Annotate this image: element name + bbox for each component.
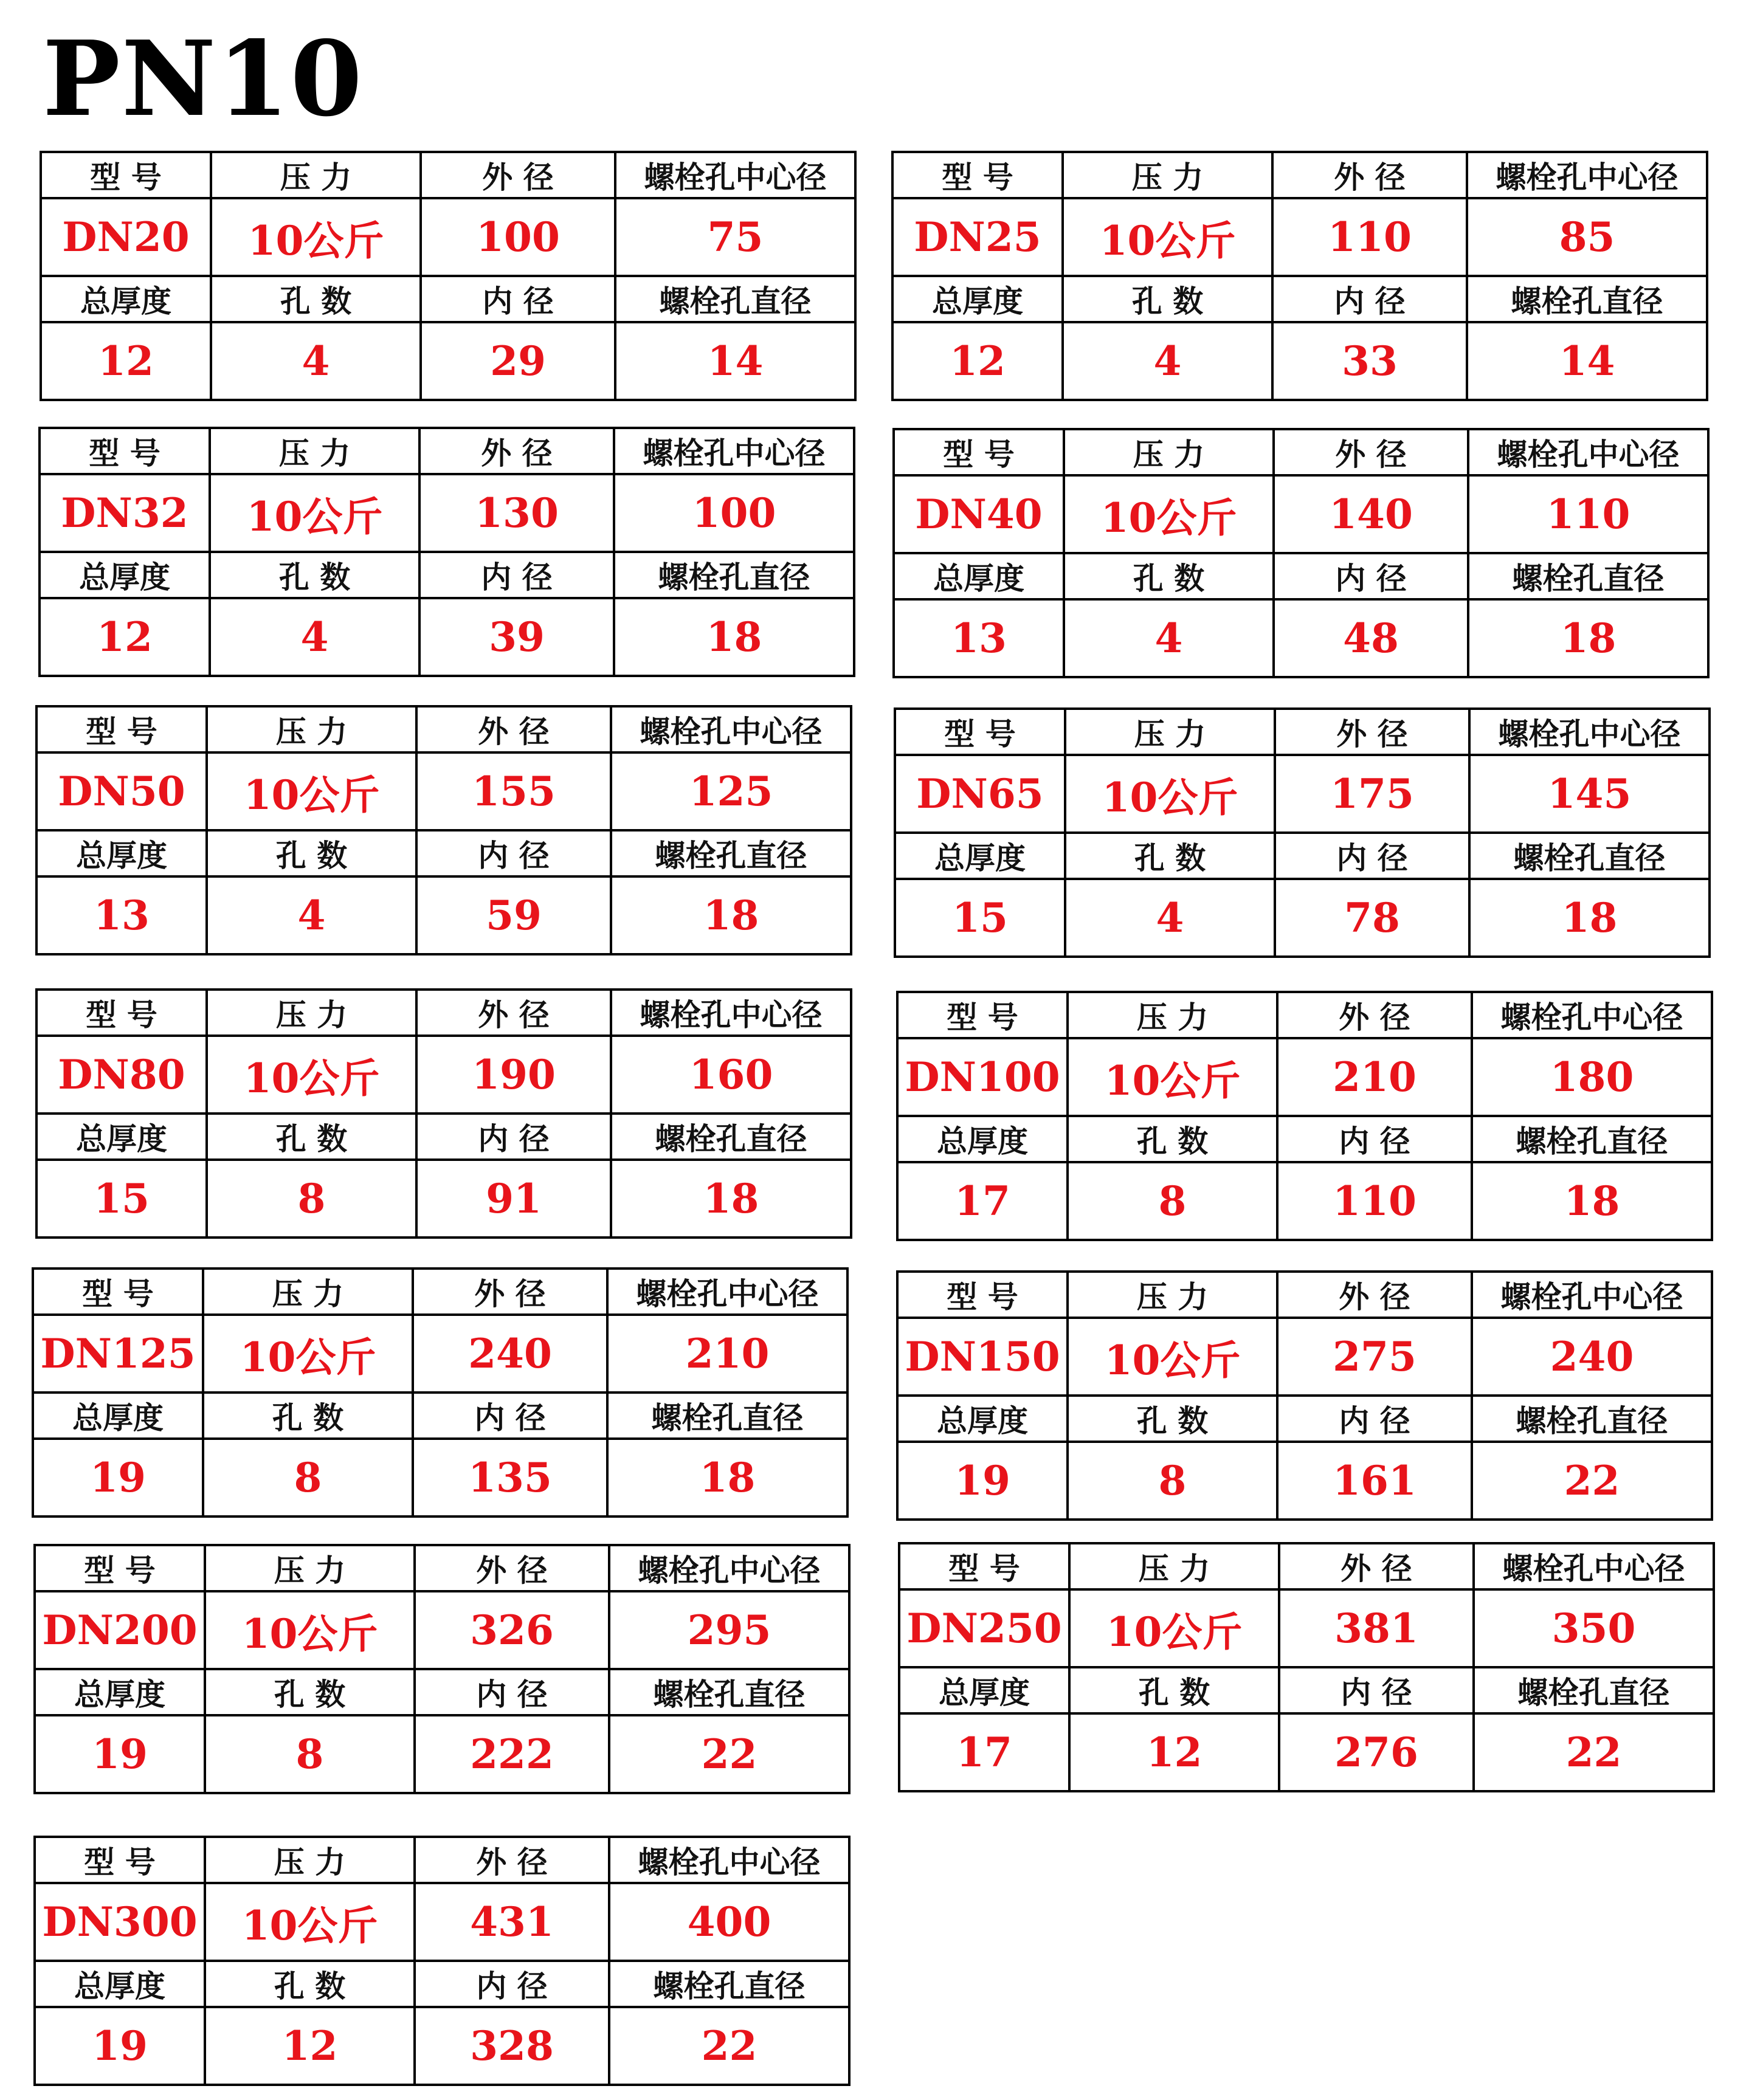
outer-diameter-label: 外 径 [1274, 429, 1468, 475]
thickness-value: 12 [892, 322, 1063, 400]
model-value: DN200 [35, 1591, 205, 1669]
bolt-circle-value: 240 [1472, 1318, 1712, 1396]
flange-spec-table [38, 427, 855, 677]
model-label: 型 号 [36, 990, 207, 1036]
holes-label: 孔 数 [205, 1669, 415, 1715]
model-label: 型 号 [894, 429, 1064, 475]
value-row [895, 879, 1710, 957]
flange-spec-table [33, 1836, 851, 2086]
bolt-circle-value: 295 [609, 1591, 849, 1669]
thickness-value: 19 [897, 1442, 1068, 1520]
pressure-label: 压 力 [1068, 992, 1277, 1038]
inner-diameter-label: 内 径 [416, 1114, 611, 1160]
inner-diameter-label: 内 径 [415, 1669, 609, 1715]
bolt-circle-label: 螺栓孔中心径 [607, 1269, 847, 1315]
header-row [897, 1396, 1712, 1442]
header-row [35, 1669, 849, 1715]
flange-spec-table [35, 988, 852, 1239]
thickness-label: 总厚度 [894, 553, 1064, 599]
holes-value: 4 [207, 876, 416, 954]
thickness-value: 13 [36, 876, 207, 954]
bolt-circle-value: 210 [607, 1315, 847, 1393]
holes-label: 孔 数 [1065, 833, 1275, 879]
header-row [895, 833, 1710, 879]
inner-diameter-value: 59 [416, 876, 611, 954]
thickness-value: 15 [36, 1160, 207, 1238]
pressure-value: 10公斤 [205, 1591, 415, 1669]
value-row [35, 2007, 849, 2085]
header-row [36, 830, 851, 876]
thickness-value: 12 [40, 598, 210, 676]
header-row [41, 152, 855, 198]
inner-diameter-value: 78 [1275, 879, 1469, 957]
inner-diameter-label: 内 径 [419, 552, 614, 598]
header-row [894, 429, 1708, 475]
bolt-hole-label: 螺栓孔直径 [1467, 276, 1707, 322]
thickness-value: 15 [895, 879, 1065, 957]
inner-diameter-value: 161 [1277, 1442, 1472, 1520]
header-row [33, 1269, 847, 1315]
bolt-hole-label: 螺栓孔直径 [1468, 553, 1708, 599]
holes-label: 孔 数 [207, 1114, 416, 1160]
thickness-value: 19 [35, 1715, 205, 1793]
pressure-value: 10公斤 [1064, 475, 1274, 553]
header-row [897, 1272, 1712, 1318]
thickness-label: 总厚度 [895, 833, 1065, 879]
outer-diameter-label: 外 径 [419, 428, 614, 474]
bolt-hole-label: 螺栓孔直径 [607, 1393, 847, 1439]
bolt-hole-value: 18 [1472, 1162, 1712, 1240]
flange-spec-table [892, 428, 1710, 678]
outer-diameter-value: 275 [1277, 1318, 1472, 1396]
pressure-value: 10公斤 [205, 1883, 415, 1961]
flange-spec-table [33, 1544, 851, 1794]
thickness-label: 总厚度 [897, 1396, 1068, 1442]
value-row [892, 198, 1707, 276]
bolt-circle-label: 螺栓孔中心径 [1469, 709, 1710, 755]
outer-diameter-value: 381 [1279, 1589, 1474, 1667]
inner-diameter-label: 内 径 [1277, 1396, 1472, 1442]
outer-diameter-label: 外 径 [1277, 992, 1472, 1038]
bolt-hole-label: 螺栓孔直径 [614, 552, 854, 598]
pressure-value: 10公斤 [1068, 1038, 1277, 1116]
inner-diameter-value: 276 [1279, 1713, 1474, 1791]
header-row [40, 552, 854, 598]
bolt-hole-label: 螺栓孔直径 [1474, 1667, 1714, 1713]
bolt-circle-label: 螺栓孔中心径 [609, 1545, 849, 1591]
pressure-label: 压 力 [205, 1545, 415, 1591]
pressure-value: 10公斤 [1063, 198, 1272, 276]
holes-label: 孔 数 [205, 1961, 415, 2007]
inner-diameter-value: 110 [1277, 1162, 1472, 1240]
bolt-hole-label: 螺栓孔直径 [1472, 1396, 1712, 1442]
bolt-circle-label: 螺栓孔中心径 [1467, 152, 1707, 198]
holes-value: 4 [1063, 322, 1272, 400]
model-value: DN25 [892, 198, 1063, 276]
outer-diameter-value: 175 [1275, 755, 1469, 833]
header-row [36, 706, 851, 752]
bolt-hole-label: 螺栓孔直径 [611, 1114, 851, 1160]
header-row [892, 276, 1707, 322]
thickness-label: 总厚度 [36, 1114, 207, 1160]
bolt-hole-value: 18 [1468, 599, 1708, 677]
outer-diameter-label: 外 径 [415, 1837, 609, 1883]
outer-diameter-value: 431 [415, 1883, 609, 1961]
bolt-hole-value: 22 [1472, 1442, 1712, 1520]
header-row [894, 553, 1708, 599]
value-row [40, 474, 854, 552]
flange-spec-table [894, 707, 1711, 958]
pressure-value: 10公斤 [211, 198, 421, 276]
flange-spec-table [896, 1270, 1713, 1521]
header-row [892, 152, 1707, 198]
holes-value: 8 [205, 1715, 415, 1793]
model-label: 型 号 [33, 1269, 203, 1315]
inner-diameter-label: 内 径 [1277, 1116, 1472, 1162]
flange-spec-table [40, 151, 857, 401]
pressure-value: 10公斤 [1068, 1318, 1277, 1396]
value-row [892, 322, 1707, 400]
thickness-label: 总厚度 [36, 830, 207, 876]
holes-label: 孔 数 [210, 552, 419, 598]
model-label: 型 号 [897, 992, 1068, 1038]
value-row [36, 876, 851, 954]
pressure-value: 10公斤 [1069, 1589, 1279, 1667]
header-row [35, 1837, 849, 1883]
holes-label: 孔 数 [1064, 553, 1274, 599]
bolt-circle-value: 100 [614, 474, 854, 552]
thickness-label: 总厚度 [35, 1961, 205, 2007]
value-row [897, 1442, 1712, 1520]
holes-value: 4 [1065, 879, 1275, 957]
bolt-circle-value: 180 [1472, 1038, 1712, 1116]
value-row [35, 1883, 849, 1961]
value-row [899, 1713, 1714, 1791]
pressure-value: 10公斤 [207, 752, 416, 830]
bolt-circle-value: 85 [1467, 198, 1707, 276]
thickness-value: 19 [33, 1439, 203, 1516]
holes-value: 8 [1068, 1442, 1277, 1520]
bolt-hole-label: 螺栓孔直径 [615, 276, 855, 322]
thickness-value: 17 [897, 1162, 1068, 1240]
thickness-label: 总厚度 [35, 1669, 205, 1715]
inner-diameter-value: 135 [413, 1439, 607, 1516]
inner-diameter-label: 内 径 [1275, 833, 1469, 879]
model-value: DN40 [894, 475, 1064, 553]
model-label: 型 号 [36, 706, 207, 752]
holes-label: 孔 数 [203, 1393, 413, 1439]
holes-value: 4 [1064, 599, 1274, 677]
model-label: 型 号 [35, 1837, 205, 1883]
bolt-circle-label: 螺栓孔中心径 [611, 706, 851, 752]
model-label: 型 号 [41, 152, 211, 198]
inner-diameter-value: 222 [415, 1715, 609, 1793]
value-row [895, 755, 1710, 833]
inner-diameter-value: 328 [415, 2007, 609, 2085]
flange-spec-table [891, 151, 1708, 401]
inner-diameter-label: 内 径 [416, 830, 611, 876]
model-value: DN20 [41, 198, 211, 276]
thickness-label: 总厚度 [897, 1116, 1068, 1162]
value-row [33, 1439, 847, 1516]
holes-label: 孔 数 [1063, 276, 1272, 322]
page-title: PN10 [43, 18, 364, 140]
value-row [41, 322, 855, 400]
value-row [35, 1715, 849, 1793]
value-row [40, 598, 854, 676]
pressure-label: 压 力 [205, 1837, 415, 1883]
model-value: DN100 [897, 1038, 1068, 1116]
header-row [897, 1116, 1712, 1162]
thickness-label: 总厚度 [892, 276, 1063, 322]
holes-label: 孔 数 [1069, 1667, 1279, 1713]
inner-diameter-value: 33 [1272, 322, 1467, 400]
model-label: 型 号 [40, 428, 210, 474]
outer-diameter-value: 140 [1274, 475, 1468, 553]
header-row [899, 1667, 1714, 1713]
thickness-label: 总厚度 [899, 1667, 1069, 1713]
inner-diameter-value: 48 [1274, 599, 1468, 677]
header-row [899, 1543, 1714, 1589]
bolt-circle-label: 螺栓孔中心径 [614, 428, 854, 474]
flange-spec-table [35, 705, 852, 955]
bolt-hole-value: 22 [609, 1715, 849, 1793]
value-row [36, 1160, 851, 1238]
bolt-circle-value: 125 [611, 752, 851, 830]
flange-spec-table [32, 1267, 849, 1518]
pressure-label: 压 力 [207, 706, 416, 752]
outer-diameter-value: 110 [1272, 198, 1467, 276]
bolt-hole-value: 22 [1474, 1713, 1714, 1791]
flange-spec-table [896, 991, 1713, 1241]
outer-diameter-label: 外 径 [1279, 1543, 1474, 1589]
model-value: DN250 [899, 1589, 1069, 1667]
bolt-hole-value: 18 [1469, 879, 1710, 957]
thickness-value: 12 [41, 322, 211, 400]
model-value: DN80 [36, 1036, 207, 1114]
outer-diameter-label: 外 径 [415, 1545, 609, 1591]
value-row [897, 1162, 1712, 1240]
model-value: DN125 [33, 1315, 203, 1393]
model-label: 型 号 [892, 152, 1063, 198]
value-row [36, 1036, 851, 1114]
bolt-hole-label: 螺栓孔直径 [609, 1669, 849, 1715]
pressure-label: 压 力 [1065, 709, 1275, 755]
thickness-label: 总厚度 [40, 552, 210, 598]
header-row [36, 990, 851, 1036]
header-row [33, 1393, 847, 1439]
inner-diameter-label: 内 径 [1279, 1667, 1474, 1713]
inner-diameter-value: 91 [416, 1160, 611, 1238]
outer-diameter-value: 100 [421, 198, 615, 276]
inner-diameter-label: 内 径 [1274, 553, 1468, 599]
bolt-circle-label: 螺栓孔中心径 [609, 1837, 849, 1883]
outer-diameter-label: 外 径 [421, 152, 615, 198]
outer-diameter-value: 240 [413, 1315, 607, 1393]
bolt-hole-value: 14 [1467, 322, 1707, 400]
value-row [897, 1318, 1712, 1396]
model-label: 型 号 [899, 1543, 1069, 1589]
header-row [36, 1114, 851, 1160]
holes-value: 12 [205, 2007, 415, 2085]
bolt-hole-value: 22 [609, 2007, 849, 2085]
thickness-label: 总厚度 [33, 1393, 203, 1439]
value-row [35, 1591, 849, 1669]
outer-diameter-value: 155 [416, 752, 611, 830]
outer-diameter-label: 外 径 [1277, 1272, 1472, 1318]
header-row [41, 276, 855, 322]
pressure-label: 压 力 [211, 152, 421, 198]
model-value: DN300 [35, 1883, 205, 1961]
model-value: DN65 [895, 755, 1065, 833]
holes-value: 4 [210, 598, 419, 676]
value-row [897, 1038, 1712, 1116]
model-label: 型 号 [895, 709, 1065, 755]
pressure-label: 压 力 [1069, 1543, 1279, 1589]
thickness-value: 17 [899, 1713, 1069, 1791]
pressure-value: 10公斤 [203, 1315, 413, 1393]
inner-diameter-label: 内 径 [421, 276, 615, 322]
value-row [41, 198, 855, 276]
thickness-value: 19 [35, 2007, 205, 2085]
pressure-value: 10公斤 [1065, 755, 1275, 833]
value-row [894, 599, 1708, 677]
holes-value: 4 [211, 322, 421, 400]
pressure-label: 压 力 [1063, 152, 1272, 198]
inner-diameter-value: 29 [421, 322, 615, 400]
inner-diameter-value: 39 [419, 598, 614, 676]
bolt-hole-label: 螺栓孔直径 [1469, 833, 1710, 879]
thickness-value: 13 [894, 599, 1064, 677]
pressure-value: 10公斤 [210, 474, 419, 552]
header-row [897, 992, 1712, 1038]
value-row [33, 1315, 847, 1393]
outer-diameter-value: 210 [1277, 1038, 1472, 1116]
holes-label: 孔 数 [211, 276, 421, 322]
outer-diameter-label: 外 径 [1275, 709, 1469, 755]
outer-diameter-label: 外 径 [1272, 152, 1467, 198]
model-value: DN150 [897, 1318, 1068, 1396]
bolt-circle-value: 145 [1469, 755, 1710, 833]
inner-diameter-label: 内 径 [1272, 276, 1467, 322]
pressure-label: 压 力 [1068, 1272, 1277, 1318]
outer-diameter-value: 326 [415, 1591, 609, 1669]
outer-diameter-value: 190 [416, 1036, 611, 1114]
bolt-hole-value: 18 [614, 598, 854, 676]
value-row [894, 475, 1708, 553]
pressure-label: 压 力 [203, 1269, 413, 1315]
model-label: 型 号 [897, 1272, 1068, 1318]
bolt-circle-label: 螺栓孔中心径 [1468, 429, 1708, 475]
header-row [895, 709, 1710, 755]
bolt-hole-label: 螺栓孔直径 [609, 1961, 849, 2007]
bolt-hole-label: 螺栓孔直径 [1472, 1116, 1712, 1162]
bolt-circle-value: 110 [1468, 475, 1708, 553]
thickness-label: 总厚度 [41, 276, 211, 322]
bolt-circle-value: 350 [1474, 1589, 1714, 1667]
holes-value: 8 [1068, 1162, 1277, 1240]
outer-diameter-label: 外 径 [413, 1269, 607, 1315]
pressure-value: 10公斤 [207, 1036, 416, 1114]
outer-diameter-label: 外 径 [416, 706, 611, 752]
flange-spec-table [898, 1542, 1715, 1792]
bolt-hole-value: 14 [615, 322, 855, 400]
outer-diameter-value: 130 [419, 474, 614, 552]
header-row [35, 1545, 849, 1591]
value-row [36, 752, 851, 830]
bolt-hole-label: 螺栓孔直径 [611, 830, 851, 876]
header-row [35, 1961, 849, 2007]
pressure-label: 压 力 [1064, 429, 1274, 475]
model-value: DN50 [36, 752, 207, 830]
inner-diameter-label: 内 径 [413, 1393, 607, 1439]
pressure-label: 压 力 [207, 990, 416, 1036]
inner-diameter-label: 内 径 [415, 1961, 609, 2007]
bolt-hole-value: 18 [607, 1439, 847, 1516]
holes-value: 12 [1069, 1713, 1279, 1791]
bolt-hole-value: 18 [611, 876, 851, 954]
holes-value: 8 [207, 1160, 416, 1238]
value-row [899, 1589, 1714, 1667]
bolt-circle-label: 螺栓孔中心径 [615, 152, 855, 198]
bolt-circle-label: 螺栓孔中心径 [1472, 1272, 1712, 1318]
bolt-circle-label: 螺栓孔中心径 [611, 990, 851, 1036]
bolt-circle-label: 螺栓孔中心径 [1474, 1543, 1714, 1589]
model-label: 型 号 [35, 1545, 205, 1591]
bolt-circle-value: 75 [615, 198, 855, 276]
bolt-circle-value: 400 [609, 1883, 849, 1961]
model-value: DN32 [40, 474, 210, 552]
holes-value: 8 [203, 1439, 413, 1516]
bolt-circle-label: 螺栓孔中心径 [1472, 992, 1712, 1038]
holes-label: 孔 数 [207, 830, 416, 876]
bolt-circle-value: 160 [611, 1036, 851, 1114]
bolt-hole-value: 18 [611, 1160, 851, 1238]
outer-diameter-label: 外 径 [416, 990, 611, 1036]
header-row [40, 428, 854, 474]
holes-label: 孔 数 [1068, 1396, 1277, 1442]
holes-label: 孔 数 [1068, 1116, 1277, 1162]
pressure-label: 压 力 [210, 428, 419, 474]
